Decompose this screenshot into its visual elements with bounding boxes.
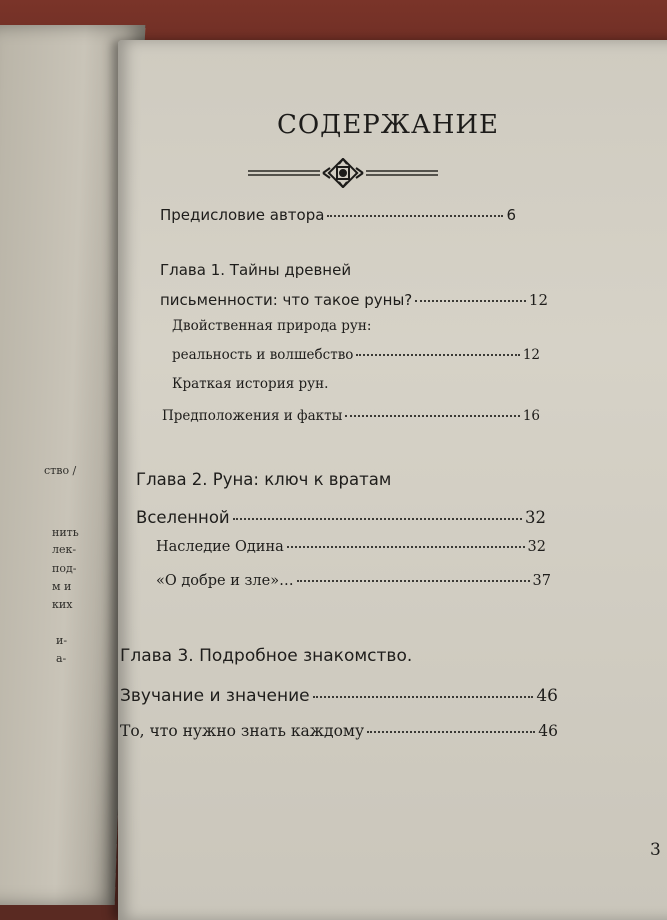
leader-dots: [297, 580, 530, 582]
left-page-fragment: а-: [56, 652, 67, 665]
toc-entry[interactable]: [160, 206, 516, 224]
toc-entry-title: письменности: что такое руны?: [160, 291, 413, 309]
toc-subentry-title: То, что нужно знать каждому: [120, 722, 365, 740]
toc-entry-page: 12: [528, 291, 548, 309]
page-number: 3: [650, 840, 661, 860]
toc-entry-title: Звучание и значение: [120, 686, 310, 706]
toc-entry-title-line1: Глава 1. Тайны древней: [160, 261, 352, 279]
toc-entry-title: Вселенной: [136, 508, 230, 527]
toc-subentry-title: «О добре и зле»…: [156, 573, 294, 589]
toc-entry-title-line1: Глава 3. Подробное знакомство.: [120, 646, 413, 666]
toc-subentry[interactable]: [162, 408, 540, 424]
leader-dots: [233, 518, 522, 520]
left-page-fragment: под-: [52, 562, 77, 575]
toc-entry-page: 46: [538, 722, 558, 740]
leader-dots: [327, 215, 503, 217]
toc-entry-page: 32: [525, 508, 546, 527]
toc-subentry-title: реальность и волшебство: [172, 347, 354, 363]
left-page-fragment: лек-: [52, 543, 77, 556]
toc-subentry-title-line1: Краткая история рун.: [172, 376, 329, 392]
toc-subentry[interactable]: [156, 573, 551, 589]
toc-entry-page: 16: [522, 408, 540, 424]
toc-entry-page: 12: [522, 347, 540, 363]
left-page-fragment: м и: [52, 580, 72, 593]
leader-dots: [356, 354, 519, 356]
leader-dots: [415, 300, 526, 302]
toc-entry-title: Предисловие автора: [160, 206, 325, 224]
toc-subentry-title-line1: Двойственная природа рун:: [172, 318, 372, 334]
toc-entry-page: 32: [527, 539, 546, 555]
leader-dots: [367, 731, 535, 733]
left-page-fragment: ство /: [44, 464, 77, 477]
toc-subentry[interactable]: [172, 347, 540, 363]
leader-dots: [287, 546, 525, 548]
toc-entry[interactable]: [160, 291, 548, 309]
left-page-fragment: нить: [52, 526, 79, 539]
toc-subentry-title: Наследие Одина: [156, 539, 284, 555]
toc-subentry[interactable]: [120, 722, 558, 740]
toc-entry-page: 6: [506, 206, 516, 224]
leader-dots: [313, 696, 534, 698]
toc-subentry[interactable]: [156, 539, 546, 555]
ornament-divider: [248, 158, 438, 188]
left-page-fragment: и-: [56, 634, 68, 647]
toc-entry-page: 37: [532, 573, 551, 589]
right-page: [118, 40, 667, 920]
toc-entry[interactable]: [120, 686, 558, 706]
page-title: СОДЕРЖАНИЕ: [276, 110, 500, 140]
toc-entry-title-line1: Глава 2. Руна: ключ к вратам: [136, 470, 392, 489]
toc-subentry-title: Предположения и факты: [162, 408, 343, 424]
toc-entry[interactable]: [136, 508, 546, 527]
left-page-fragment: ких: [52, 598, 73, 611]
toc-entry-page: 46: [536, 686, 558, 706]
leader-dots: [345, 415, 520, 417]
